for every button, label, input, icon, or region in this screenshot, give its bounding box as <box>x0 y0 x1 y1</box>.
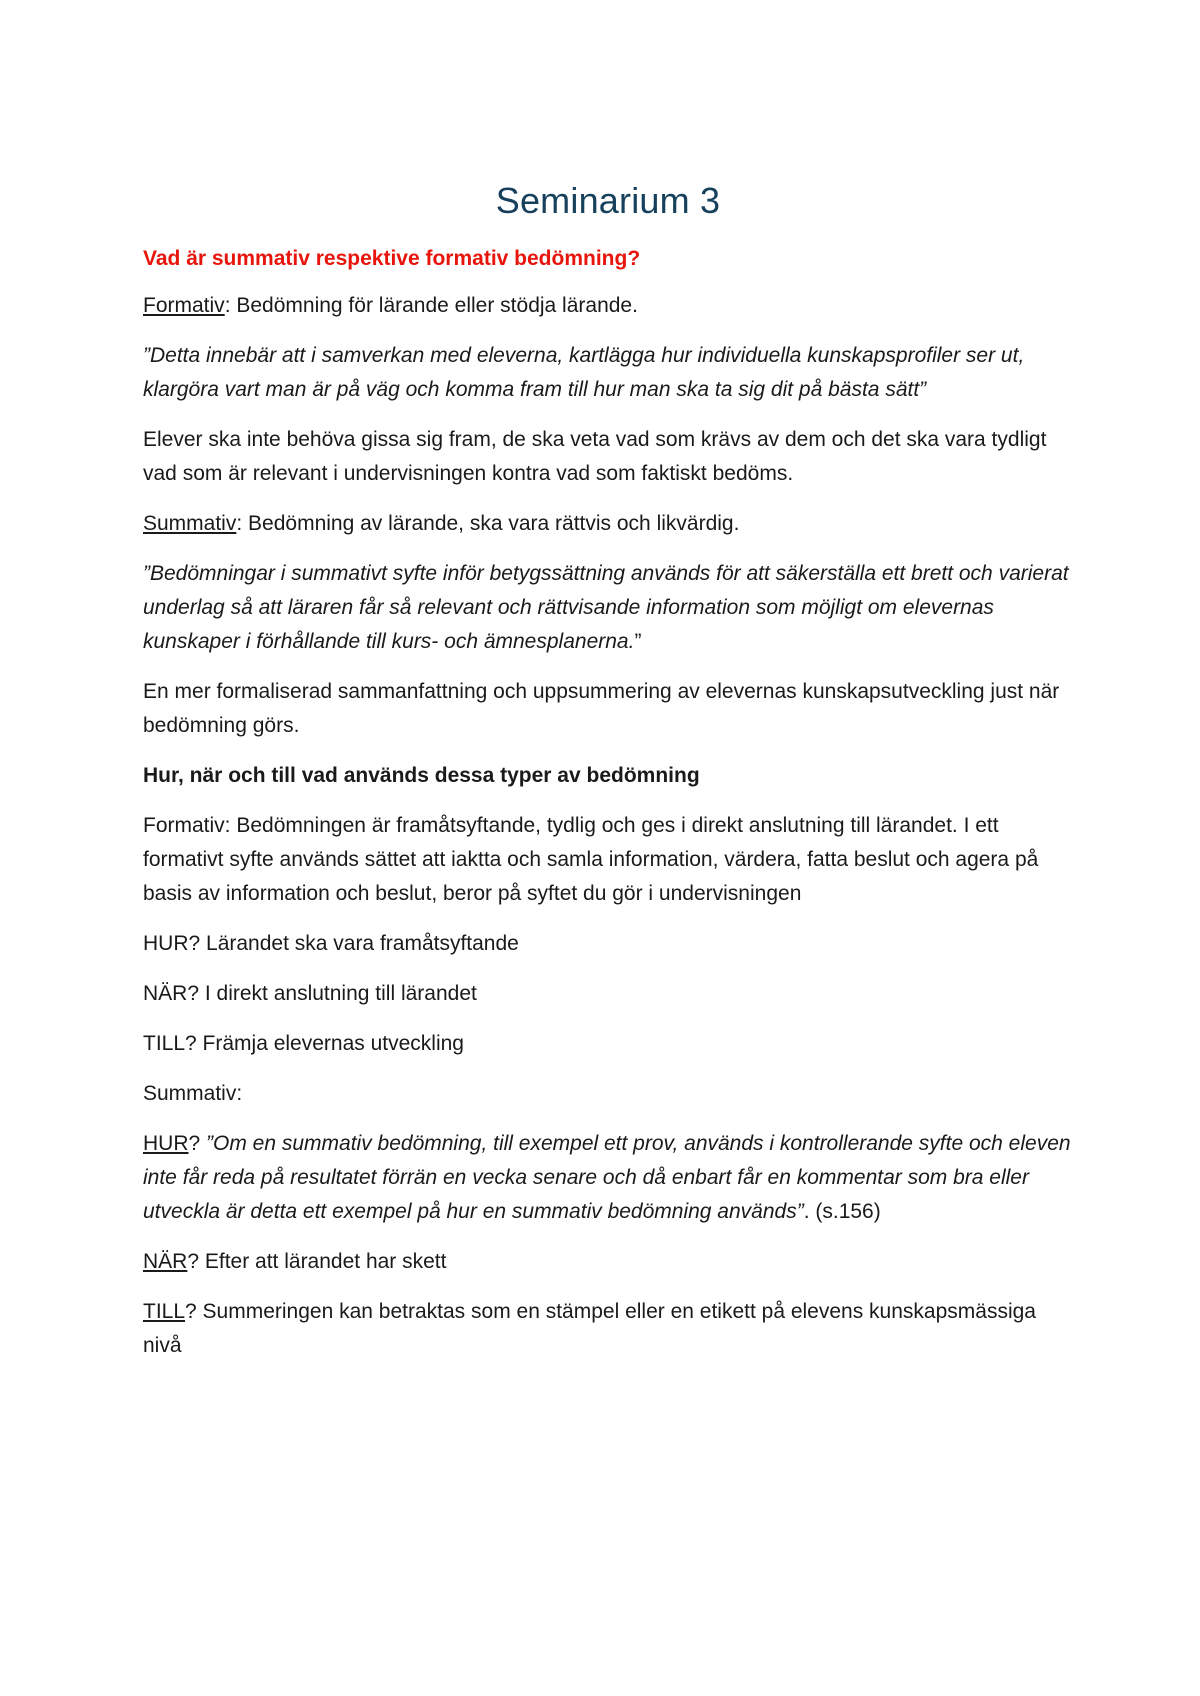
formativ-usage-paragraph: Formativ: Bedömningen är framåtsyftande, tydlig och ges i direkt anslutning till lärandet. I ett formativt syfte används sättet att iaktta och samla information, värdera, fatta beslut och agera på basis av information och beslut, beror på syftet du gör i undervisningen <box>143 814 1039 905</box>
summativ-till-label: TILL <box>143 1300 186 1323</box>
formativ-definition <box>143 289 1073 323</box>
summativ-quote-text: ”Bedömningar i summativt syfte inför betygssättning används för att säkerställa ett brett och varierat underlag så att läraren får så relevant och rättvisande information som möjligt om elevernas kunskaper i förhållande till kurs- och ämnesplanerna. <box>143 562 1069 653</box>
summativ-definition <box>143 507 1073 541</box>
summativ-till <box>143 1295 1073 1363</box>
formativ-paragraph: Elever ska inte behöva gissa sig fram, de ska veta vad som krävs av dem och det ska vara tydligt vad som är relevant i undervisningen kontra vad som faktiskt bedöms. <box>143 428 1047 485</box>
summativ-text: : Bedömning av lärande, ska vara rättvis och likvärdig. <box>236 512 740 535</box>
summativ-till-text: ? Summeringen kan betraktas som en stämpel eller en etikett på elevens kunskapsmässiga nivå <box>143 1300 1036 1357</box>
summativ-hur-label: HUR <box>143 1132 189 1155</box>
summativ-hur-cite: . (s.156) <box>803 1200 881 1223</box>
question-heading: Vad är summativ respektive formativ bedömning? <box>143 247 641 270</box>
summativ-quote <box>143 557 1073 659</box>
summativ-nar-label: NÄR <box>143 1250 188 1273</box>
formativ-nar: NÄR? I direkt anslutning till lärandet <box>143 982 477 1005</box>
formativ-label: Formativ <box>143 294 225 317</box>
document-page <box>143 180 1073 1379</box>
summativ-hur <box>143 1127 1073 1229</box>
summativ-label: Summativ <box>143 512 237 535</box>
summativ-paragraph: En mer formaliserad sammanfattning och uppsummering av elevernas kunskapsutveckling just när bedömning görs. <box>143 680 1060 737</box>
formativ-quote: ”Detta innebär att i samverkan med eleverna, kartlägga hur individuella kunskapsprofiler ser ut, klargöra vart man är på väg och komma fram till hur man ska ta sig dit på bästa sätt” <box>143 344 1025 401</box>
summativ-hur-quote: ”Om en summativ bedömning, till exempel ett prov, används i kontrollerande syfte och eleven inte får reda på resultatet förrän en vecka senare och då enbart får en kommentar som bra eller utveckla är detta ett exempel på hur en summativ bedömning används” <box>143 1132 1071 1223</box>
summativ-hur-sep: ? <box>188 1132 207 1155</box>
section-heading: Hur, när och till vad används dessa typer av bedömning <box>143 764 700 787</box>
summativ-quote-end: ” <box>634 630 642 653</box>
page-title: Seminarium 3 <box>495 180 721 221</box>
formativ-till: TILL? Främja elevernas utveckling <box>143 1032 464 1055</box>
formativ-hur: HUR? Lärandet ska vara framåtsyftande <box>143 932 519 955</box>
summativ-subheading: Summativ: <box>143 1082 243 1105</box>
formativ-text: : Bedömning för lärande eller stödja lärande. <box>224 294 638 317</box>
summativ-nar-text: ? Efter att lärandet har skett <box>187 1250 447 1273</box>
summativ-nar <box>143 1245 1073 1279</box>
